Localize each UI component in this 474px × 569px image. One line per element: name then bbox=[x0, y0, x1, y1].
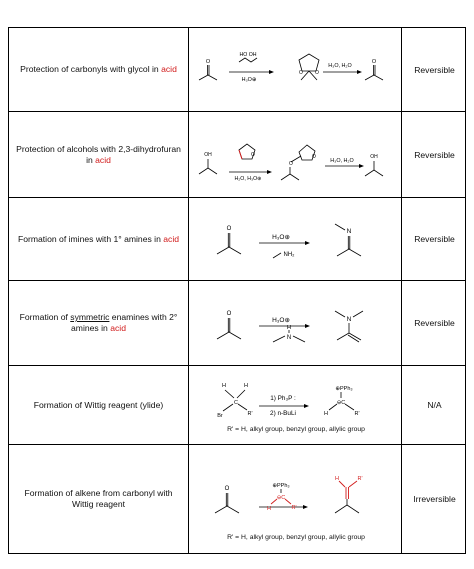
reaction-scheme bbox=[188, 281, 402, 365]
scheme-acetal-protection bbox=[189, 28, 403, 113]
reagent-label: H₃O⊕ bbox=[241, 77, 257, 83]
reversibility: Irreversible bbox=[413, 494, 456, 504]
carbon-label: C bbox=[234, 400, 238, 406]
hydrogen-label: H bbox=[222, 383, 226, 389]
reaction-description: Formation of alkene from carbonyl with Wittig reagent bbox=[24, 488, 173, 509]
reaction-scheme bbox=[188, 366, 402, 444]
table-row bbox=[8, 280, 466, 366]
phosphonium-label: ⊕PPh₃ bbox=[335, 386, 353, 392]
r-group-label: R' bbox=[357, 476, 363, 482]
table-row bbox=[8, 111, 466, 198]
hydrogen-label: H bbox=[324, 411, 328, 417]
scheme-imine bbox=[189, 198, 403, 282]
svg-text:⊖C: ⊖C bbox=[276, 495, 286, 501]
svg-text:⊖C: ⊖C bbox=[336, 400, 346, 406]
svg-text:O: O bbox=[371, 59, 377, 65]
reagent-label: NH₂ bbox=[283, 252, 295, 258]
hydrogen-label: H bbox=[244, 383, 248, 389]
nitrogen-label: N bbox=[346, 228, 352, 235]
svg-text:O: O bbox=[226, 311, 232, 317]
reaction-description: Formation of symmetric enamines with 2° amines in acid bbox=[19, 312, 178, 333]
reversibility: N/A bbox=[427, 400, 442, 410]
reversibility: Reversible bbox=[414, 64, 455, 75]
r-group-label: R' bbox=[291, 505, 297, 511]
reversibility: Reversible bbox=[414, 234, 455, 244]
nitrogen-label: N bbox=[286, 335, 292, 341]
r-group-note: R' = H, alkyl group, benzyl group, allylic group bbox=[227, 534, 365, 541]
reagent-label: H₃O, H₂O bbox=[328, 63, 352, 69]
reagent-label: H₂O, H₃O⊕ bbox=[234, 176, 262, 182]
scheme-thp-protection bbox=[189, 112, 403, 199]
svg-text:O: O bbox=[251, 152, 255, 158]
hydrogen-label: H bbox=[267, 506, 271, 512]
reversibility: Reversible bbox=[414, 149, 455, 160]
reaction-description: Formation of imines with 1° amines in acid bbox=[17, 233, 180, 244]
reagent-label: 2) n-BuLi bbox=[270, 410, 296, 417]
table-row bbox=[8, 27, 466, 112]
reaction-scheme bbox=[188, 198, 402, 280]
hydrogen-label: H bbox=[286, 325, 292, 331]
scheme-wittig-olefination bbox=[189, 445, 403, 535]
reaction-table bbox=[8, 27, 466, 554]
glycol-label: HO OH bbox=[239, 52, 257, 58]
scheme-enamine bbox=[189, 281, 403, 367]
reagent-label: H₃O⊕ bbox=[272, 317, 290, 324]
table-row bbox=[8, 197, 466, 281]
svg-text:O: O bbox=[315, 70, 319, 76]
r-group-label: R' bbox=[247, 411, 253, 417]
reaction-description: Formation of Wittig reagent (ylide) bbox=[33, 399, 164, 410]
reaction-description: Protection of alcohols with 2,3-dihydrofuran in acid bbox=[16, 143, 181, 165]
table-row bbox=[8, 365, 466, 445]
r-group-label: R' bbox=[354, 411, 360, 417]
svg-text:O: O bbox=[312, 154, 316, 160]
oh-label: OH bbox=[370, 154, 378, 160]
table-row bbox=[8, 444, 466, 554]
scheme-ylide bbox=[189, 366, 403, 430]
reaction-description: Protection of carbonyls with glycol in acid bbox=[20, 64, 177, 74]
svg-text:O: O bbox=[205, 59, 211, 65]
reaction-scheme bbox=[188, 28, 402, 111]
svg-text:O: O bbox=[299, 70, 303, 76]
svg-text:O: O bbox=[226, 226, 232, 232]
reagent-label: 1) Ph₃P : bbox=[270, 395, 296, 402]
reaction-scheme bbox=[188, 445, 402, 553]
reaction-scheme bbox=[188, 112, 402, 197]
svg-text:O: O bbox=[224, 486, 230, 492]
phosphonium-label: ⊕PPh₃ bbox=[272, 483, 290, 489]
reagent-label: H₃O⊕ bbox=[272, 234, 290, 241]
reagent-label: H₃O, H₂O bbox=[330, 158, 354, 164]
oh-label: OH bbox=[204, 152, 212, 158]
bromine-label: Br bbox=[217, 413, 223, 419]
reversibility: Reversible bbox=[414, 318, 455, 328]
nitrogen-label: N bbox=[346, 316, 352, 323]
hydrogen-label: H bbox=[335, 476, 339, 482]
r-group-note: R' = H, alkyl group, benzyl group, allylic group bbox=[227, 426, 365, 433]
svg-text:O: O bbox=[289, 161, 293, 167]
